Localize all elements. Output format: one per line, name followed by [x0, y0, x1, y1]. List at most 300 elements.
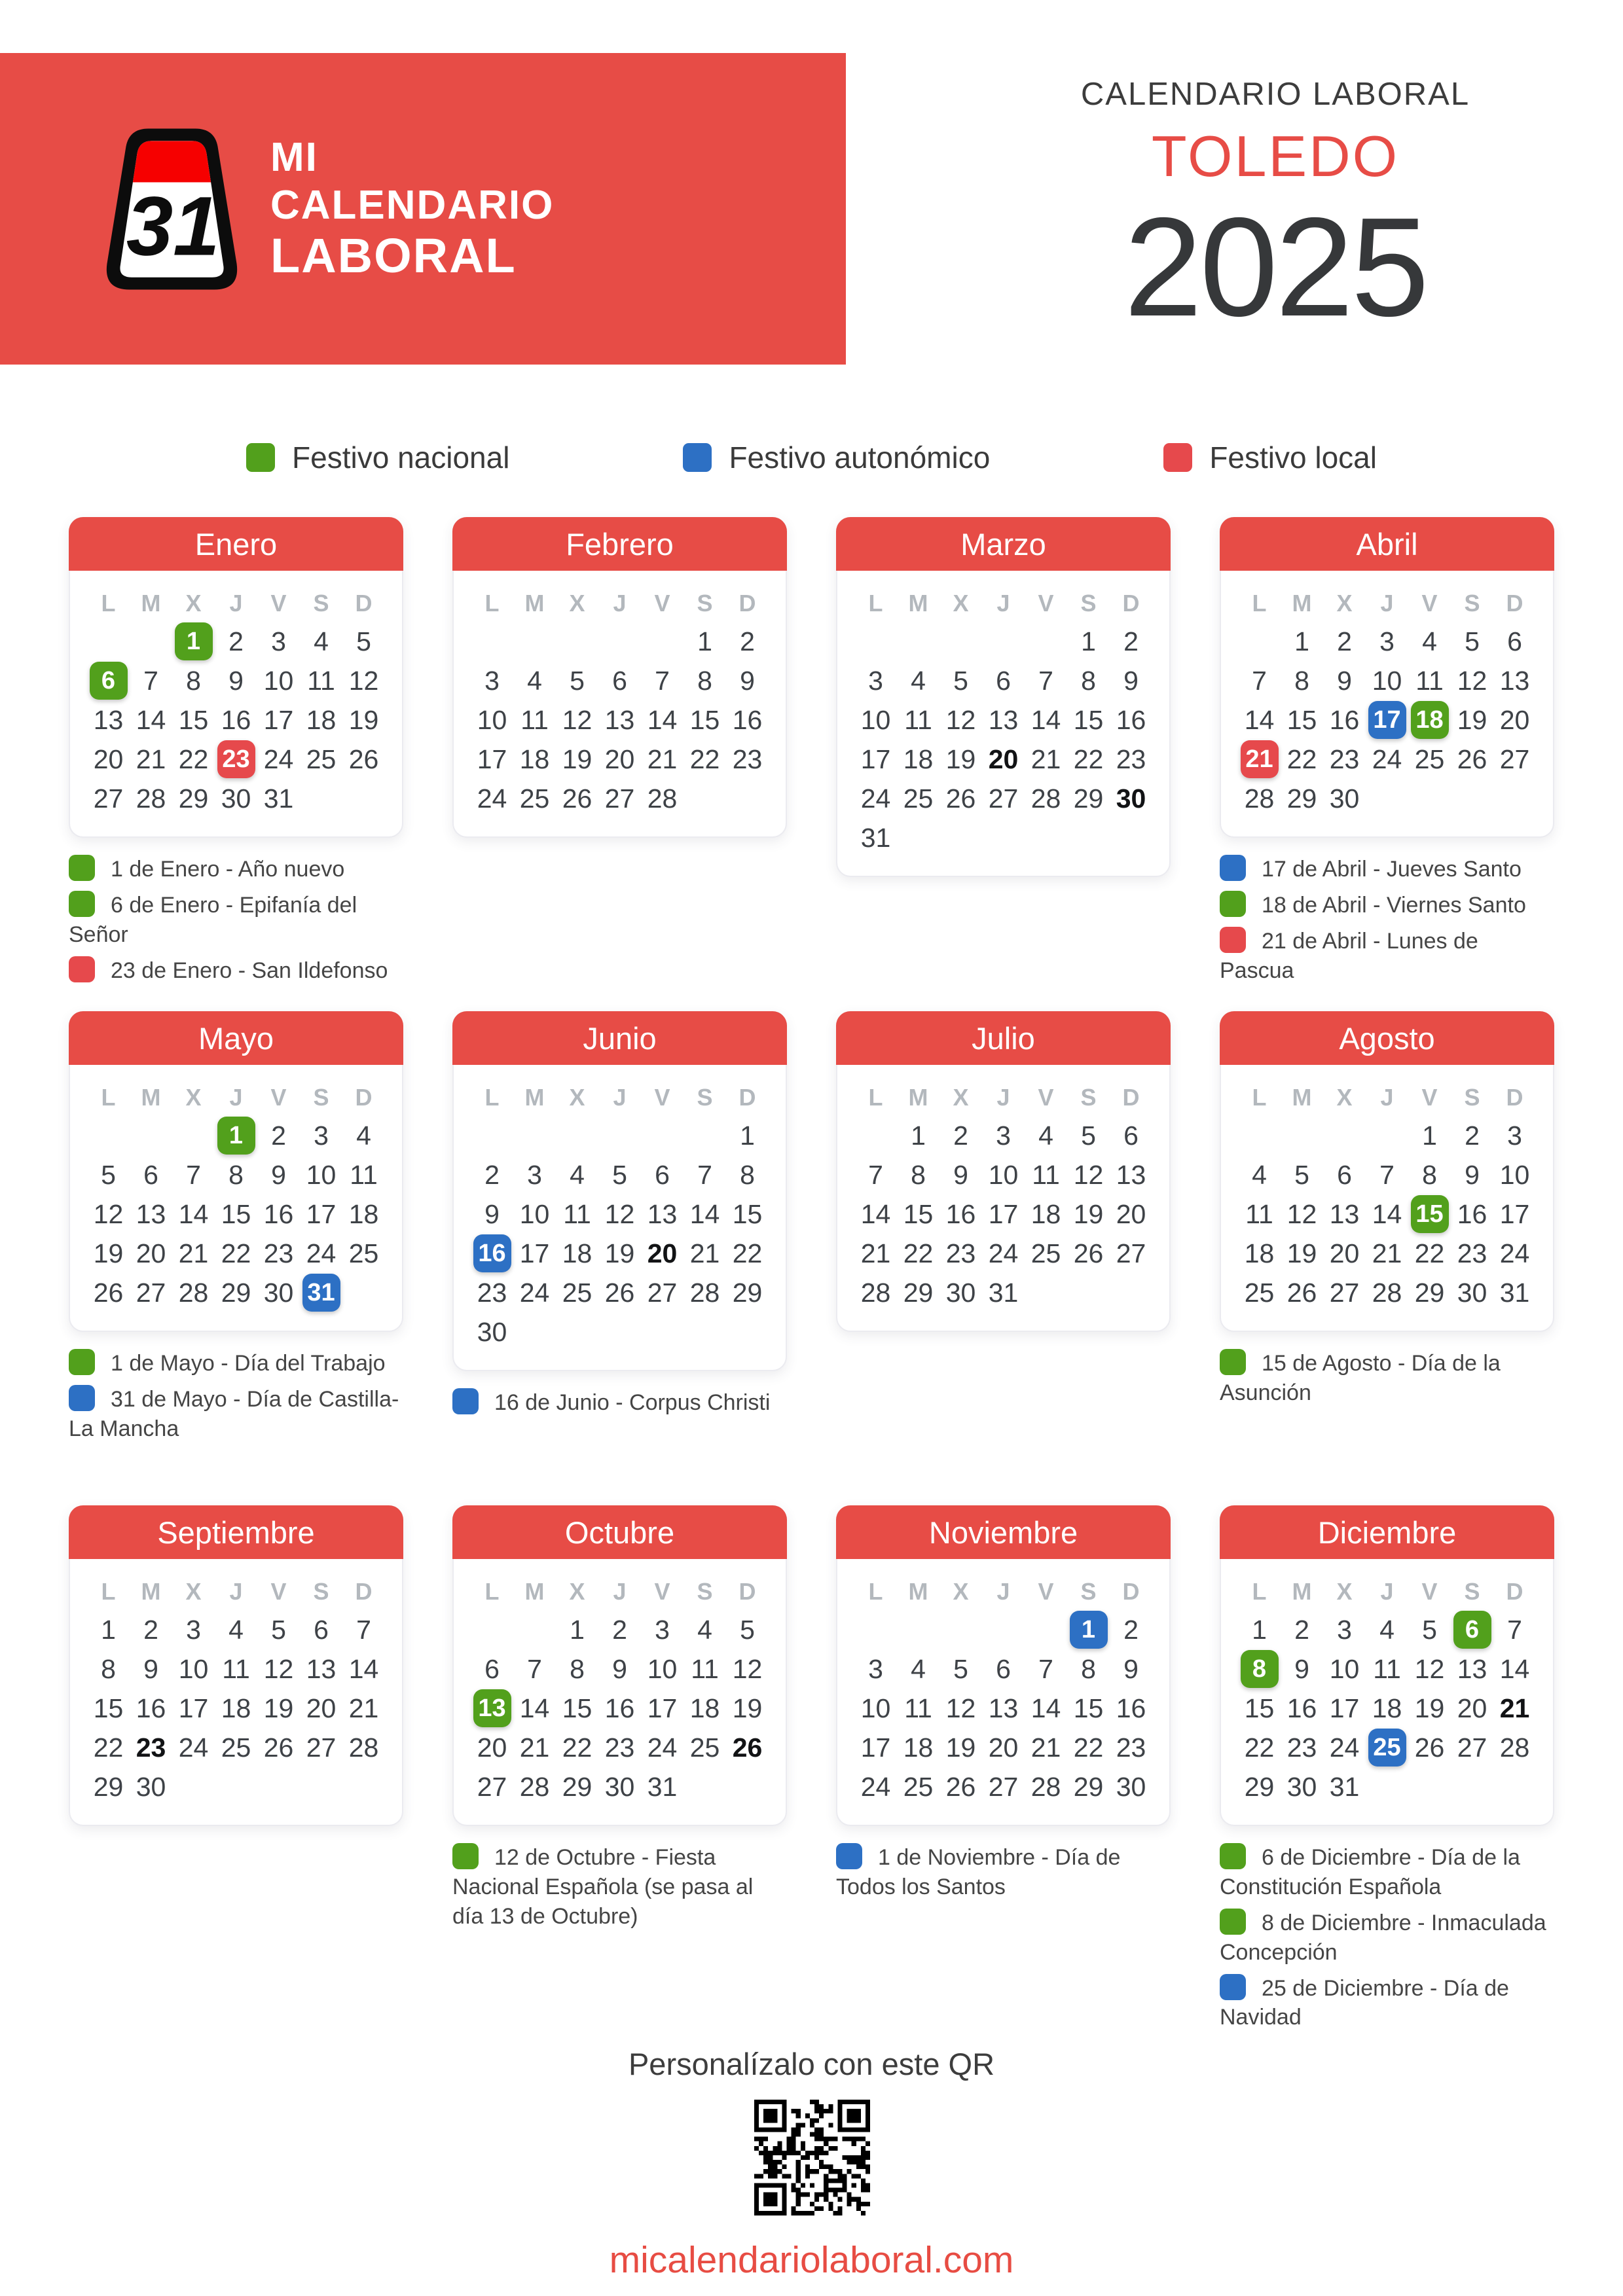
day-9: 9 [953, 1159, 968, 1190]
day-26: 26 [945, 1771, 976, 1802]
weekday-header-j: J [996, 1578, 1010, 1605]
page-title: CALENDARIO LABORAL [1080, 77, 1470, 112]
day-18: 18 [221, 1693, 251, 1723]
day-19: 19 [562, 744, 593, 774]
day-27: 27 [136, 1277, 166, 1308]
day-16-holiday-blue [471, 1234, 513, 1273]
weekday-header-s: S [313, 1578, 329, 1605]
weekday-header-x: X [569, 1084, 585, 1111]
day-4: 4 [1422, 626, 1437, 656]
red-square-icon [1163, 443, 1192, 472]
day-25: 25 [1244, 1277, 1275, 1308]
day-3: 3 [186, 1614, 201, 1645]
day-20: 20 [477, 1732, 507, 1763]
day-2: 2 [143, 1614, 158, 1645]
legend-item-autonomico [683, 440, 990, 475]
day-25: 25 [1030, 1238, 1061, 1268]
brand-wordmark [270, 136, 554, 281]
empty-day-cell [87, 1116, 130, 1155]
day-14: 14 [860, 1198, 891, 1229]
day-21: 21 [519, 1732, 550, 1763]
day-7: 7 [1252, 665, 1267, 696]
day-7: 7 [527, 1653, 542, 1684]
day-30: 30 [1457, 1277, 1487, 1308]
weekday-header-x: X [569, 1578, 585, 1605]
day-28: 28 [136, 783, 166, 814]
empty-day-cell [87, 622, 130, 661]
day-29: 29 [221, 1277, 251, 1308]
day-12: 12 [1414, 1653, 1445, 1684]
day-30: 30 [1286, 1771, 1317, 1802]
day-2: 2 [228, 626, 244, 656]
day-23: 23 [945, 1238, 976, 1268]
day-20: 20 [306, 1693, 337, 1723]
svg-text:31: 31 [126, 179, 220, 274]
weekday-header-d: D [1506, 1084, 1523, 1111]
weekday-header-m: M [524, 1084, 545, 1111]
month-title-marzo: Marzo [836, 517, 1171, 571]
day-12: 12 [263, 1653, 294, 1684]
holiday-badge: 6 [1453, 1611, 1491, 1649]
day-24: 24 [860, 783, 891, 814]
day-7: 7 [356, 1614, 371, 1645]
day-5: 5 [1422, 1614, 1437, 1645]
day-29: 29 [732, 1277, 763, 1308]
holiday-note: 17 de Abril - Jueves Santo [1220, 855, 1554, 884]
day-4: 4 [570, 1159, 585, 1190]
weekday-header-d: D [1506, 1578, 1523, 1605]
holiday-note: 23 de Enero - San Ildefonso [69, 956, 403, 986]
day-15: 15 [1073, 1693, 1104, 1723]
day-16: 16 [945, 1198, 976, 1229]
day-27: 27 [1499, 744, 1530, 774]
day-7: 7 [655, 665, 670, 696]
weekday-header-l: L [1252, 1084, 1267, 1111]
day-12: 12 [945, 704, 976, 735]
weekday-header-v: V [270, 590, 287, 617]
day-8: 8 [740, 1159, 755, 1190]
month-title-julio: Julio [836, 1011, 1171, 1065]
day-7: 7 [868, 1159, 883, 1190]
month-title-junio: Junio [452, 1011, 787, 1065]
month-card-diciembre [1220, 1505, 1554, 1826]
note-color-square-blue [452, 1388, 479, 1414]
months-grid [69, 517, 1554, 2030]
day-30: 30 [604, 1771, 635, 1802]
empty-day-cell [471, 1116, 513, 1155]
month-section-abril [1220, 517, 1554, 1011]
day-28: 28 [1372, 1277, 1402, 1308]
day-21: 21 [689, 1238, 720, 1268]
note-color-square-blue [836, 1843, 862, 1869]
holiday-note: 6 de Enero - Epifanía del Señor [69, 891, 403, 950]
day-18: 18 [562, 1238, 593, 1268]
day-4: 4 [356, 1120, 371, 1151]
day-1: 1 [1252, 1614, 1267, 1645]
day-19: 19 [263, 1693, 294, 1723]
day-2: 2 [1123, 626, 1139, 656]
month-title-mayo: Mayo [69, 1011, 403, 1065]
holiday-note: 31 de Mayo - Día de Castilla-La Mancha [69, 1385, 403, 1444]
holiday-badge: 23 [217, 740, 255, 778]
day-25: 25 [562, 1277, 593, 1308]
day-1-holiday-blue [1067, 1610, 1110, 1649]
day-19: 19 [1414, 1693, 1445, 1723]
day-11: 11 [1373, 1653, 1401, 1684]
day-17: 17 [306, 1198, 337, 1229]
day-8: 8 [186, 665, 201, 696]
day-2: 2 [1337, 626, 1352, 656]
weekday-header-m: M [1292, 590, 1312, 617]
day-28: 28 [860, 1277, 891, 1308]
day-13: 13 [1329, 1198, 1360, 1229]
day-8-holiday-green [1238, 1649, 1281, 1689]
day-18: 18 [519, 744, 550, 774]
day-2: 2 [484, 1159, 500, 1190]
month-section-noviembre [836, 1505, 1171, 2000]
month-card-julio [836, 1011, 1171, 1332]
day-4: 4 [697, 1614, 712, 1645]
day-22: 22 [178, 744, 209, 774]
day-26: 26 [348, 744, 379, 774]
day-14: 14 [647, 704, 678, 735]
day-21-holiday-red [1238, 740, 1281, 779]
empty-day-cell [854, 1116, 897, 1155]
day-30: 30 [263, 1277, 294, 1308]
empty-day-cell [982, 622, 1025, 661]
day-3: 3 [484, 665, 500, 696]
day-23: 23 [604, 1732, 635, 1763]
weekday-header-l: L [868, 590, 883, 617]
day-16: 16 [1116, 1693, 1146, 1723]
day-6: 6 [1337, 1159, 1352, 1190]
day-30: 30 [1116, 783, 1146, 814]
day-5: 5 [953, 1653, 968, 1684]
day-11: 11 [904, 1693, 932, 1723]
weekday-header-x: X [185, 1084, 202, 1111]
day-21: 21 [348, 1693, 379, 1723]
weekday-header-x: X [953, 1084, 969, 1111]
day-25: 25 [348, 1238, 379, 1268]
weekday-header-x: X [1336, 1578, 1353, 1605]
day-2: 2 [953, 1120, 968, 1151]
note-color-square-blue [1220, 855, 1246, 881]
day-26: 26 [562, 783, 593, 814]
day-29: 29 [1286, 783, 1317, 814]
day-23: 23 [477, 1277, 507, 1308]
holiday-badge: 21 [1241, 740, 1279, 778]
holiday-badge: 6 [90, 662, 128, 700]
day-24: 24 [306, 1238, 337, 1268]
weekday-header-m: M [141, 1084, 161, 1111]
empty-day-cell [854, 622, 897, 661]
weekday-header-x: X [1336, 1084, 1353, 1111]
day-11: 11 [1415, 665, 1444, 696]
note-color-square-green [69, 855, 95, 881]
day-2: 2 [1294, 1614, 1309, 1645]
month-card-noviembre [836, 1505, 1171, 1826]
empty-day-cell [982, 1610, 1025, 1649]
weekday-header-s: S [313, 1084, 329, 1111]
day-21: 21 [178, 1238, 209, 1268]
day-21: 21 [1499, 1693, 1530, 1723]
day-29: 29 [1073, 1771, 1104, 1802]
day-28: 28 [689, 1277, 720, 1308]
day-8: 8 [101, 1653, 116, 1684]
day-14: 14 [1244, 704, 1275, 735]
day-4: 4 [527, 665, 542, 696]
day-29: 29 [93, 1771, 124, 1802]
holiday-note: 18 de Abril - Viernes Santo [1220, 891, 1554, 920]
weekday-header-l: L [1252, 590, 1267, 617]
day-24: 24 [988, 1238, 1019, 1268]
holiday-note: 15 de Agosto - Día de la Asunción [1220, 1349, 1554, 1408]
day-2: 2 [740, 626, 755, 656]
day-12: 12 [348, 665, 379, 696]
day-27: 27 [477, 1771, 507, 1802]
month-title-agosto: Agosto [1220, 1011, 1554, 1065]
holiday-badge: 17 [1368, 701, 1406, 739]
day-3: 3 [1337, 1614, 1352, 1645]
day-21: 21 [1372, 1238, 1402, 1268]
empty-day-cell [1025, 622, 1067, 661]
day-9: 9 [484, 1198, 500, 1229]
day-1: 1 [911, 1120, 926, 1151]
day-3: 3 [271, 626, 286, 656]
holiday-badge: 1 [175, 622, 213, 660]
day-27: 27 [1329, 1277, 1360, 1308]
day-14: 14 [1499, 1653, 1530, 1684]
weekday-header-d: D [1122, 590, 1140, 617]
legend-label: Festivo autonómico [729, 440, 991, 475]
day-7: 7 [697, 1159, 712, 1190]
day-18: 18 [348, 1198, 379, 1229]
day-12: 12 [732, 1653, 763, 1684]
month-card-junio [452, 1011, 787, 1371]
holiday-badge: 25 [1368, 1729, 1406, 1767]
day-15: 15 [562, 1693, 593, 1723]
month-title-septiembre: Septiembre [69, 1505, 403, 1559]
empty-day-cell [598, 622, 641, 661]
day-5: 5 [356, 626, 371, 656]
day-23: 23 [136, 1732, 166, 1763]
holiday-badge: 15 [1411, 1195, 1449, 1233]
weekday-header-l: L [101, 1578, 116, 1605]
day-15: 15 [221, 1198, 251, 1229]
month-card-febrero [452, 517, 787, 838]
weekday-header-d: D [739, 590, 756, 617]
day-19: 19 [1286, 1238, 1317, 1268]
day-24: 24 [1499, 1238, 1530, 1268]
day-6: 6 [996, 1653, 1011, 1684]
empty-day-cell [513, 622, 556, 661]
day-21: 21 [1030, 744, 1061, 774]
day-2: 2 [1465, 1120, 1480, 1151]
note-color-square-green [1220, 1843, 1246, 1869]
day-3: 3 [314, 1120, 329, 1151]
day-24: 24 [178, 1732, 209, 1763]
day-6-holiday-green [1451, 1610, 1493, 1649]
day-19: 19 [93, 1238, 124, 1268]
day-10: 10 [306, 1159, 337, 1190]
weekday-header-v: V [654, 1084, 670, 1111]
day-1: 1 [697, 626, 712, 656]
day-8: 8 [697, 665, 712, 696]
day-15: 15 [178, 704, 209, 735]
weekday-header-v: V [1038, 1084, 1054, 1111]
day-29: 29 [562, 1771, 593, 1802]
day-14: 14 [348, 1653, 379, 1684]
empty-day-cell [556, 622, 598, 661]
month-section-agosto [1220, 1011, 1554, 1505]
day-19: 19 [348, 704, 379, 735]
day-27: 27 [1116, 1238, 1146, 1268]
day-25: 25 [1414, 744, 1445, 774]
day-13: 13 [647, 1198, 678, 1229]
header-banner [0, 53, 846, 365]
day-22: 22 [689, 744, 720, 774]
day-4: 4 [1379, 1614, 1395, 1645]
day-16: 16 [1286, 1693, 1317, 1723]
day-30: 30 [136, 1771, 166, 1802]
day-20: 20 [1499, 704, 1530, 735]
day-22: 22 [1286, 744, 1317, 774]
day-24: 24 [519, 1277, 550, 1308]
weekday-header-s: S [697, 1084, 713, 1111]
day-25: 25 [306, 744, 337, 774]
empty-day-cell [471, 1610, 513, 1649]
holiday-note: 1 de Noviembre - Día de Todos los Santos [836, 1843, 1171, 1902]
weekday-header-d: D [1122, 1578, 1140, 1605]
month-card-abril [1220, 517, 1554, 838]
day-15: 15 [1286, 704, 1317, 735]
day-26: 26 [263, 1732, 294, 1763]
day-5: 5 [101, 1159, 116, 1190]
month-card-octubre [452, 1505, 787, 1826]
day-25: 25 [221, 1732, 251, 1763]
day-31: 31 [860, 822, 891, 853]
note-color-square-green [1220, 1909, 1246, 1935]
day-1-holiday-green [172, 622, 215, 661]
day-14: 14 [1372, 1198, 1402, 1229]
day-18: 18 [903, 744, 934, 774]
day-11: 11 [904, 704, 932, 735]
day-8: 8 [1081, 665, 1096, 696]
empty-day-cell [172, 1116, 215, 1155]
day-15: 15 [689, 704, 720, 735]
day-4: 4 [228, 1614, 244, 1645]
empty-day-cell [684, 1116, 726, 1155]
day-23-holiday-red [215, 740, 257, 779]
day-13-holiday-green [471, 1689, 513, 1728]
day-13: 13 [988, 1693, 1019, 1723]
day-22: 22 [562, 1732, 593, 1763]
day-26: 26 [1286, 1277, 1317, 1308]
day-7: 7 [1379, 1159, 1395, 1190]
day-25: 25 [689, 1732, 720, 1763]
note-color-square-green [1220, 1349, 1246, 1375]
day-24: 24 [1329, 1732, 1360, 1763]
day-5: 5 [271, 1614, 286, 1645]
weekday-header-x: X [1336, 590, 1353, 617]
day-27: 27 [647, 1277, 678, 1308]
day-10: 10 [1372, 665, 1402, 696]
day-22: 22 [1414, 1238, 1445, 1268]
day-26: 26 [1414, 1732, 1445, 1763]
day-24: 24 [1372, 744, 1402, 774]
brand-line-calendario: CALENDARIO [270, 183, 555, 228]
day-22: 22 [903, 1238, 934, 1268]
day-8: 8 [1294, 665, 1309, 696]
weekday-header-m: M [908, 1084, 928, 1111]
weekday-header-v: V [654, 590, 670, 617]
day-10: 10 [988, 1159, 1019, 1190]
weekday-header-j: J [613, 590, 627, 617]
day-14: 14 [178, 1198, 209, 1229]
qr-code [754, 2100, 870, 2215]
weekday-header-v: V [1038, 1578, 1054, 1605]
day-28: 28 [1244, 783, 1275, 814]
day-21: 21 [860, 1238, 891, 1268]
weekday-header-s: S [1464, 1578, 1480, 1605]
holiday-note: 6 de Diciembre - Día de la Constitución Española [1220, 1843, 1554, 1902]
day-22: 22 [1244, 1732, 1275, 1763]
day-17: 17 [1499, 1198, 1530, 1229]
day-24: 24 [647, 1732, 678, 1763]
weekday-header-s: S [1080, 1578, 1097, 1605]
month-section-mayo [69, 1011, 403, 1505]
day-27: 27 [604, 783, 635, 814]
day-9: 9 [1123, 1653, 1139, 1684]
weekday-header-j: J [229, 1084, 243, 1111]
day-3: 3 [527, 1159, 542, 1190]
empty-day-cell [854, 1610, 897, 1649]
day-26: 26 [1457, 744, 1487, 774]
weekday-header-d: D [355, 1578, 373, 1605]
weekday-header-l: L [868, 1578, 883, 1605]
note-color-square-green [69, 891, 95, 917]
weekday-header-m: M [1292, 1578, 1312, 1605]
legend-item-nacional [246, 440, 509, 475]
weekday-header-m: M [524, 1578, 545, 1605]
day-10: 10 [1329, 1653, 1360, 1684]
day-5: 5 [1081, 1120, 1096, 1151]
day-21: 21 [647, 744, 678, 774]
day-20: 20 [988, 1732, 1019, 1763]
day-19: 19 [945, 1732, 976, 1763]
day-5: 5 [612, 1159, 627, 1190]
holiday-notes [69, 1349, 403, 1444]
day-1: 1 [1422, 1120, 1437, 1151]
day-24: 24 [860, 1771, 891, 1802]
day-23: 23 [1116, 1732, 1146, 1763]
day-10: 10 [647, 1653, 678, 1684]
holiday-notes [452, 1388, 787, 1418]
day-7: 7 [1038, 665, 1053, 696]
day-3: 3 [1379, 626, 1395, 656]
day-25-holiday-blue [1366, 1728, 1408, 1767]
day-6: 6 [655, 1159, 670, 1190]
day-6: 6 [1123, 1120, 1139, 1151]
day-18-holiday-green [1408, 700, 1451, 740]
day-12: 12 [1073, 1159, 1104, 1190]
day-17: 17 [988, 1198, 1019, 1229]
weekday-header-l: L [101, 590, 116, 617]
day-16: 16 [263, 1198, 294, 1229]
empty-day-cell [130, 622, 172, 661]
day-1: 1 [740, 1120, 755, 1151]
weekday-header-d: D [355, 1084, 373, 1111]
